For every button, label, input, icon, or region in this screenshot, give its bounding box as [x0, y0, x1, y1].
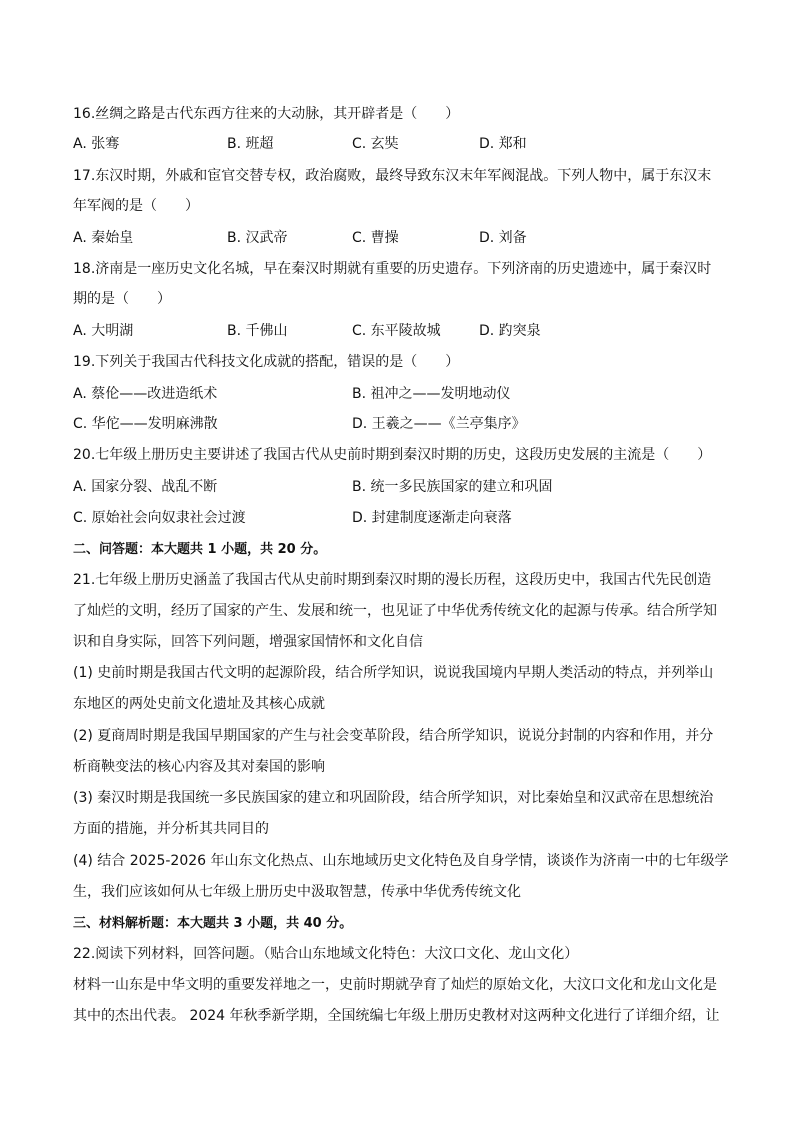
section-3-heading: 三、材料解析题：本大题共 3 小题，共 40 分。: [73, 916, 353, 931]
q20-option-c: C. 原始社会向奴隶社会过渡: [73, 510, 246, 526]
question-21-line-3: 识和自身实际，回答下列问题，增强家国情怀和文化自信: [73, 634, 423, 650]
q17-option-a: A. 秦始皇: [73, 230, 134, 246]
question-17-stem-line-1: 17.东汉时期，外戚和宦官交替专权，政治腐败，最终导致东汉末年军阀混战。下列人物中，属于东汉末: [73, 168, 712, 184]
q20-option-b: B. 统一多民族国家的建立和巩固: [352, 479, 553, 495]
question-21-part-3-line-2: 方面的措施，并分析其共同目的: [73, 821, 269, 837]
q18-option-a: A. 大明湖: [73, 323, 134, 339]
question-22-material-line-2: 其中的杰出代表。 2024 年秋季新学期，全国统编七年级上册历史教材对这两种文化进行了详细介绍，让: [73, 1008, 720, 1024]
q18-option-b: B. 千佛山: [227, 323, 288, 339]
question-21-part-1-line-1: (1) 史前时期是我国古代文明的起源阶段，结合所学知识，说说我国境内早期人类活动的特点，并列举山: [73, 665, 714, 681]
q16-option-d: D. 郑和: [479, 136, 527, 152]
question-22-material-line-1: 材料一山东是中华文明的重要发祥地之一，史前时期就孕育了灿烂的原始文化，大汶口文化和龙山文化是: [73, 977, 717, 993]
question-21-part-3-line-1: (3) 秦汉时期是我国统一多民族国家的建立和巩固阶段，结合所学知识，对比秦始皇和汉武帝在思想统治: [73, 790, 714, 806]
q16-option-c: C. 玄奘: [352, 136, 399, 152]
q18-option-c: C. 东平陵故城: [352, 323, 441, 339]
q17-option-b: B. 汉武帝: [227, 230, 288, 246]
q17-option-c: C. 曹操: [352, 230, 399, 246]
question-22-line-1: 22.阅读下列材料，回答问题。（贴合山东地域文化特色：大汶口文化、龙山文化）: [73, 946, 579, 962]
question-21-part-2-line-1: (2) 夏商周时期是我国早期国家的产生与社会变革阶段，结合所学知识，说说分封制的内容和作用，并分: [73, 728, 714, 744]
q19-option-d: D. 王羲之——《兰亭集序》: [352, 416, 526, 432]
question-18-stem-line-2: 期的是（ ）: [73, 291, 171, 307]
q16-option-b: B. 班超: [227, 136, 274, 152]
question-17-stem-line-2: 年军阀的是（ ）: [73, 198, 199, 214]
q19-option-b: B. 祖冲之——发明地动仪: [352, 386, 511, 402]
question-21-part-1-line-2: 东地区的两处史前文化遗址及其核心成就: [73, 696, 325, 712]
question-20-stem: 20.七年级上册历史主要讲述了我国古代从史前时期到秦汉时期的历史，这段历史发展的主流是（ ）: [73, 447, 712, 463]
q17-option-d: D. 刘备: [479, 230, 527, 246]
question-16-stem: 16.丝绸之路是古代东西方往来的大动脉，其开辟者是（ ）: [73, 106, 460, 122]
q20-option-a: A. 国家分裂、战乱不断: [73, 479, 218, 495]
q16-option-a: A. 张骞: [73, 136, 120, 152]
question-21-part-2-line-2: 析商鞅变法的核心内容及其对秦国的影响: [73, 759, 325, 775]
question-18-stem-line-1: 18.济南是一座历史文化名城，早在秦汉时期就有重要的历史遗存。下列济南的历史遗迹中，属于秦汉时: [73, 261, 712, 277]
question-21-part-4-line-2: 生，我们应该如何从七年级上册历史中汲取智慧，传承中华优秀传统文化: [73, 884, 521, 900]
q19-option-c: C. 华佗——发明麻沸散: [73, 416, 218, 432]
question-21-line-2: 了灿烂的文明，经历了国家的产生、发展和统一，也见证了中华优秀传统文化的起源与传承。结合所学知: [73, 603, 717, 619]
q20-option-d: D. 封建制度逐渐走向衰落: [352, 510, 512, 526]
q19-option-a: A. 蔡伦——改进造纸术: [73, 386, 218, 402]
section-2-heading: 二、问答题：本大题共 1 小题，共 20 分。: [73, 542, 327, 557]
question-19-stem: 19.下列关于我国古代科技文化成就的搭配，错误的是（ ）: [73, 354, 460, 370]
question-21-line-1: 21.七年级上册历史涵盖了我国古代从史前时期到秦汉时期的漫长历程，这段历史中，我国古代先民创造: [73, 572, 712, 588]
question-21-part-4-line-1: (4) 结合 2025-2026 年山东文化热点、山东地域历史文化特色及自身学情，谈谈作为济南一中的七年级学: [73, 853, 729, 869]
q18-option-d: D. 趵突泉: [479, 323, 541, 339]
